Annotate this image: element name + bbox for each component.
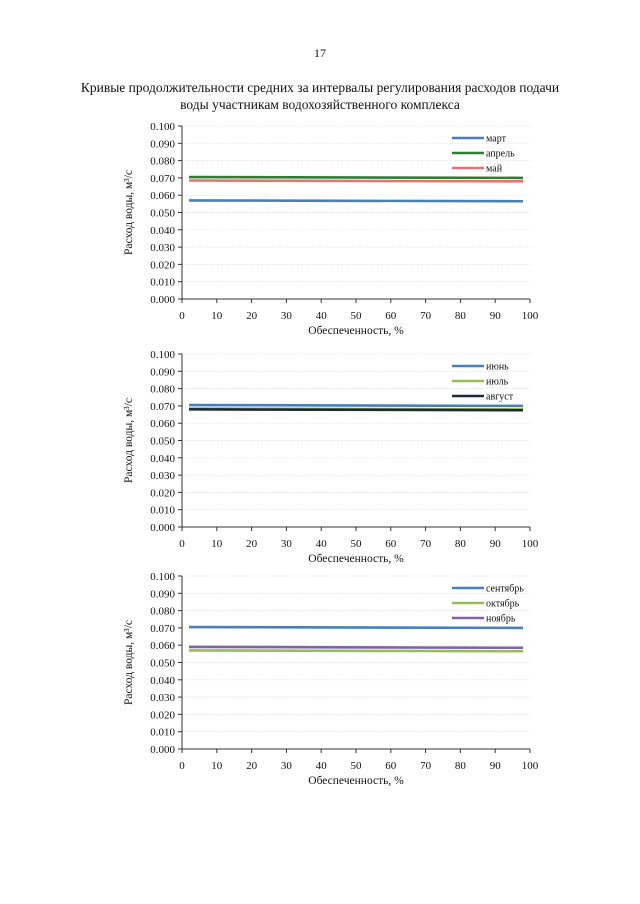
y-tick-label: 0.040 [150,224,175,237]
legend-label-3: май [486,163,503,175]
x-axis-title: Обеспеченность, % [308,325,404,337]
x-tick-label: 80 [454,538,466,550]
y-tick-label: 0.000 [150,744,175,756]
legend-label-1: март [486,133,506,145]
y-tick-label: 0.030 [150,692,175,705]
x-tick-label: 100 [521,310,539,322]
y-tick-label: 0.050 [150,207,175,220]
page-title [60,79,580,113]
y-tick-label: 0.030 [150,242,175,255]
x-tick-label: 100 [521,538,539,550]
y-tick-label: 0.000 [150,522,175,534]
x-tick-label: 40 [315,760,327,772]
y-tick-label: 0.020 [150,709,175,722]
y-tick-label: 0.020 [150,259,175,272]
x-tick-label: 40 [315,310,327,322]
y-tick-label: 0.050 [150,657,175,670]
x-tick-label: 80 [454,310,466,322]
y-tick-label: 0.090 [150,588,175,601]
x-tick-label: 100 [521,760,539,772]
y-tick-label: 0.100 [150,121,175,133]
y-tick-label: 0.070 [150,400,175,413]
page-title-line-2: воды участникам водохозяйственного комплекса [180,97,460,112]
legend-label-2: апрель [486,148,515,160]
y-tick-label: 0.100 [150,571,175,583]
x-tick-label: 0 [179,760,185,772]
y-axis-title: Расход воды, м³/с [123,619,135,706]
x-axis-title: Обеспеченность, % [308,775,404,787]
x-tick-label: 20 [246,538,258,550]
y-tick-label: 0.060 [150,190,175,203]
y-tick-label: 0.030 [150,470,175,483]
series-line-3 [189,180,523,181]
y-tick-label: 0.050 [150,435,175,448]
x-tick-label: 0 [179,310,185,322]
x-tick-label: 20 [246,760,258,772]
x-tick-label: 30 [280,538,292,550]
series-line-2 [189,177,523,178]
y-tick-label: 0.060 [150,418,175,431]
y-axis-title: Расход воды, м³/с [123,169,135,256]
x-tick-label: 50 [350,760,362,772]
y-tick-label: 0.080 [150,605,175,618]
x-tick-label: 30 [280,310,292,322]
legend-label-3: август [486,391,514,403]
y-tick-label: 0.090 [150,138,175,151]
y-tick-label: 0.010 [150,276,175,289]
x-tick-label: 90 [489,538,501,550]
y-tick-label: 0.100 [150,349,175,361]
y-tick-label: 0.060 [150,640,175,653]
x-tick-label: 20 [246,310,258,322]
y-tick-label: 0.040 [150,452,175,465]
legend-label-2: июль [486,376,509,388]
x-tick-label: 90 [489,760,501,772]
x-tick-label: 60 [385,310,397,322]
x-tick-label: 70 [420,310,432,322]
page-number: 17 [314,46,326,60]
y-tick-label: 0.020 [150,487,175,500]
x-tick-label: 40 [315,538,327,550]
y-tick-label: 0.010 [150,726,175,739]
series-line-1 [189,405,523,406]
y-tick-label: 0.040 [150,674,175,687]
legend-label-1: сентябрь [486,583,524,595]
series-line-1 [189,627,523,628]
x-tick-label: 70 [420,760,432,772]
chart-1 [0,116,640,338]
x-tick-label: 30 [280,760,292,772]
series-line-3 [189,647,523,648]
legend-label-3: ноябрь [486,613,516,625]
chart-3-svg [0,566,640,788]
y-tick-label: 0.080 [150,155,175,168]
y-axis-title: Расход воды, м³/с [123,397,135,484]
series-line-3 [189,409,523,410]
y-tick-label: 0.010 [150,504,175,517]
y-tick-label: 0.070 [150,172,175,185]
x-tick-label: 10 [211,310,223,322]
legend-label-2: октябрь [486,598,520,610]
chart-3 [0,566,640,788]
chart-2 [0,344,640,566]
y-tick-label: 0.090 [150,366,175,379]
x-tick-label: 70 [420,538,432,550]
x-tick-label: 80 [454,760,466,772]
chart-1-svg [0,116,640,338]
x-tick-label: 0 [179,538,185,550]
chart-2-svg [0,344,640,566]
x-axis-title: Обеспеченность, % [308,553,404,565]
y-tick-label: 0.070 [150,622,175,635]
y-tick-label: 0.000 [150,294,175,306]
x-tick-label: 60 [385,760,397,772]
x-tick-label: 10 [211,538,223,550]
x-tick-label: 10 [211,760,223,772]
x-tick-label: 90 [489,310,501,322]
y-tick-label: 0.080 [150,383,175,396]
x-tick-label: 60 [385,538,397,550]
x-tick-label: 50 [350,538,362,550]
x-tick-label: 50 [350,310,362,322]
legend-label-1: июнь [486,361,509,373]
series-line-2 [189,650,523,651]
page-title-line-1: Кривые продолжительности средних за интервалы регулирования расходов подачи [80,80,560,95]
series-line-1 [189,200,523,201]
